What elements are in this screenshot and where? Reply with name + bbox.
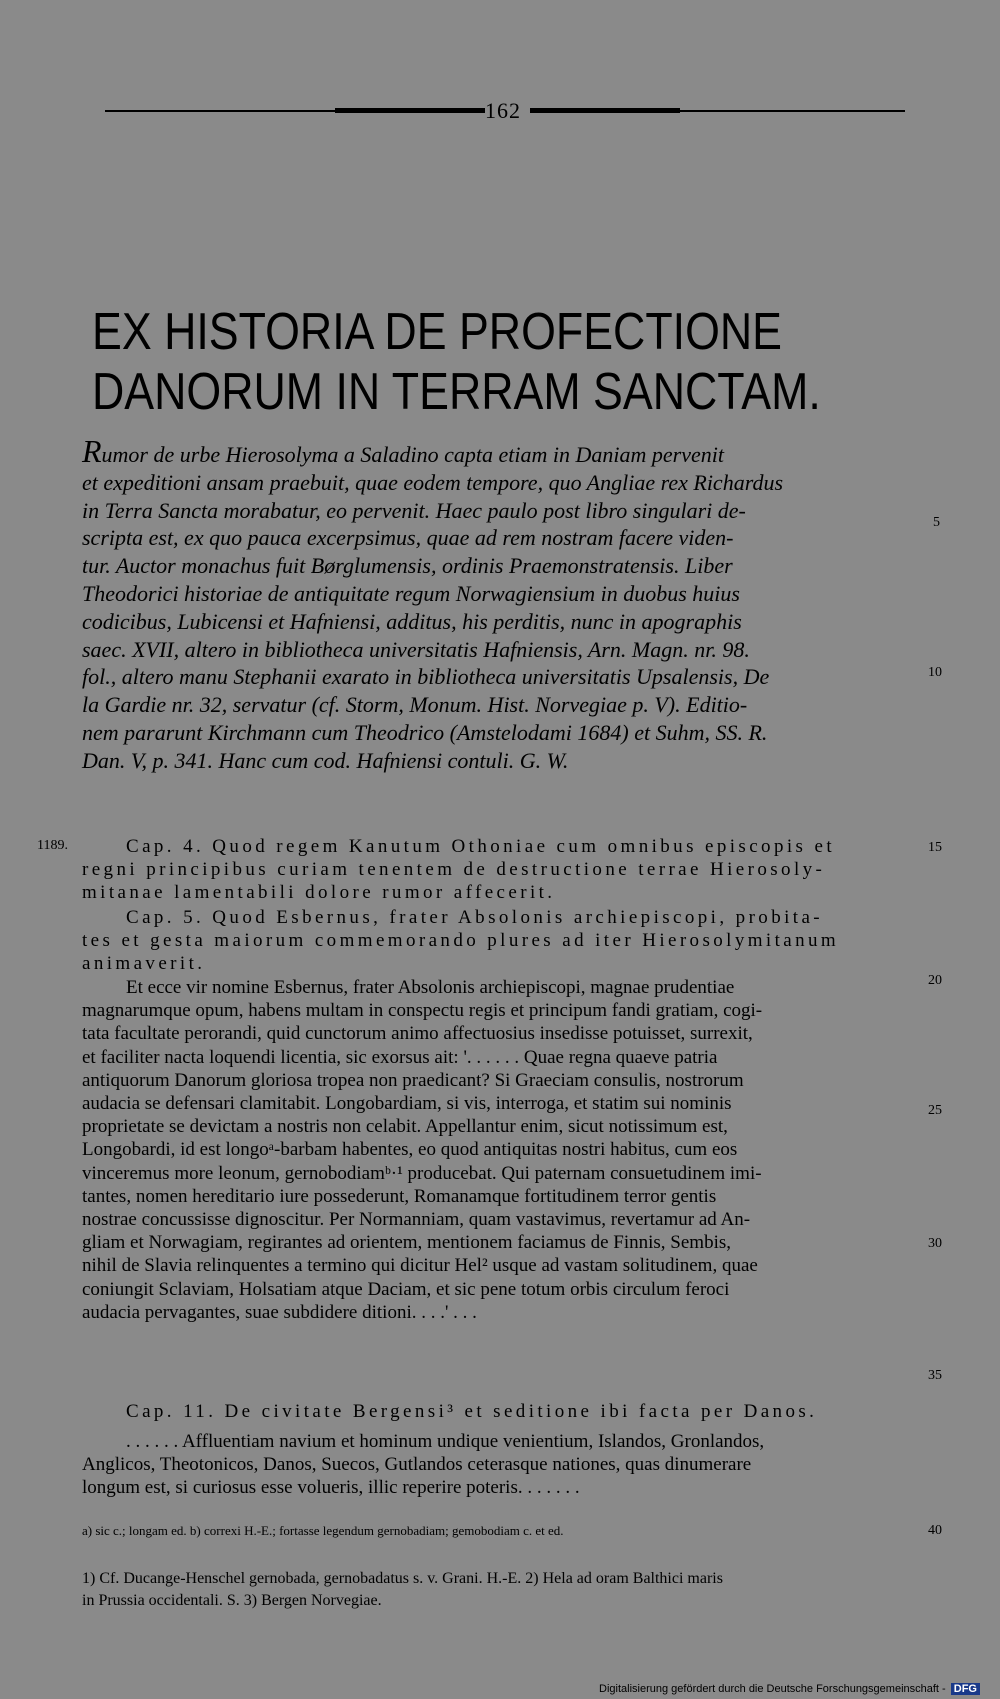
line-number-10: 10 (928, 665, 942, 680)
body-line: gliam et Norwagiam, regirantes ad orientem, mentionem faciamus de Finnis, Sembis, (82, 1232, 732, 1254)
chapter-11-body (82, 1430, 892, 1500)
chapter-11-heading (82, 1400, 892, 1423)
body-line: . . . . . . Affluentiam navium et hominum undique venientium, Islandos, Gronlandos, (126, 1431, 765, 1452)
body-line: longum est, si curiosus esse volueris, illic reperire poteris. . . . . . . (82, 1477, 580, 1499)
line-number-35: 35 (928, 1368, 942, 1383)
body-line: Et ecce vir nomine Esbernus, frater Absolonis archiepiscopi, magnae prudentiae (126, 977, 735, 998)
chapter-5-heading (82, 906, 892, 976)
intro-line: codicibus, Lubicensi et Hafniensi, additus, his perditis, nunc in apographis (82, 608, 742, 634)
intro-line: et expeditioni ansam praebuit, quae eodem tempore, quo Angliae rex Richardus (82, 469, 784, 495)
footnote-line: in Prussia occidentali. S. 3) Bergen Norvegiae. (82, 1592, 382, 1609)
margin-year: 1189. (37, 838, 68, 853)
body-line: audacia se defensari clamitabit. Longobardiam, si vis, interroga, et statim sui nominis (82, 1093, 732, 1115)
intro-line: Rumor de urbe Hierosolyma a Saladino capta etiam in Daniam pervenit (82, 433, 724, 469)
body-line: tantes, nomen hereditario iure possederunt, Romanamque fortitudinem terror gentis (82, 1185, 717, 1207)
digitization-credit (599, 1683, 980, 1695)
body-line: Longobardi, id est longoᵃ-barbam habentes, eo quod antiquitas nostri habitus, cum eos (82, 1139, 738, 1161)
page-title-line-1: EX HISTORIA DE PROFECTIONE (92, 303, 782, 361)
chapter-line: Cap. 5. Quod Esbernus, frater Absolonis archiepiscopi, probita- (126, 907, 824, 928)
apparatus-footnote: a) sic c.; longam ed. b) correxi H.-E.; fortasse legendum gernobadiam; gemobodiam c. et ed. (82, 1523, 564, 1538)
intro-paragraph (82, 433, 892, 775)
body-paragraph (82, 976, 892, 1324)
intro-line: nem pararunt Kirchmann cum Theodrico (Amstelodami 1684) et Suhm, SS. R. (82, 719, 768, 745)
body-line: antiquorum Danorum gloriosa tropea non praedicant? Si Graeciam consulis, nostrorum (82, 1069, 744, 1091)
body-line: et faciliter nacta loquendi licentia, sic exorsus ait: '. . . . . . Quae regna quaeve patria (82, 1046, 718, 1068)
body-line: coniungit Sclaviam, Holsatiam atque Daciam, et sic pene totum orbis circulum feroci (82, 1278, 730, 1300)
intro-line: la Gardie nr. 32, servatur (cf. Storm, Monum. Hist. Norvegiae p. V). Editio- (82, 692, 748, 718)
line-number-25: 25 (928, 1103, 942, 1118)
intro-line: saec. XVII, altero in bibliotheca universitatis Hafniensis, Arn. Magn. nr. 98. (82, 636, 750, 662)
header-rule-right-thick (530, 108, 680, 113)
intro-line: in Terra Sancta morabatur, eo pervenit. Haec paulo post libro singulari de- (82, 497, 746, 523)
body-line: nihil de Slavia relinquentes a termino qui dicitur Hel² usque ad vastam solitudinem, quae (82, 1255, 758, 1277)
header-rule-left-thick (335, 108, 485, 113)
line-number-40: 40 (928, 1523, 942, 1538)
body-line: magnarumque opum, habens multam in conspectu regis et principum fandi gratiam, cogi- (82, 1000, 763, 1022)
page-number: 162 (485, 98, 521, 123)
chapter-line: Cap. 4. Quod regem Kanutum Othoniae cum omnibus episcopis et (126, 836, 835, 857)
chapter-line: tes et gesta maiorum commemorando plures ad iter Hierosolymitanum (82, 930, 840, 952)
chapter-4-heading (82, 835, 892, 905)
line-number-20: 20 (928, 973, 942, 988)
body-line: audacia pervagantes, suae subdidere ditioni. . . .' . . . (82, 1301, 477, 1323)
line-number-15: 15 (928, 840, 942, 855)
intro-line: fol., altero manu Stephanii exarato in bibliotheca universitatis Upsalensis, De (82, 664, 770, 690)
intro-line: Theodorici historiae de antiquitate regum Norwagiensium in duobus huius (82, 580, 740, 606)
dfg-logo: DFG (951, 1683, 980, 1695)
footnotes (82, 1568, 723, 1612)
chapter-line: animaverit. (82, 953, 206, 975)
footnote-line: 1) Cf. Ducange-Henschel gernobada, gernobadatus s. v. Grani. H.-E. 2) Hela ad oram Balthici maris (82, 1570, 723, 1587)
chapter-line: mitanae lamentabili dolore rumor affecerit. (82, 882, 556, 904)
chapter-line: regni principibus curiam tenentem de destructione terrae Hierosoly- (82, 859, 826, 881)
body-line: tata facultate perorandi, quid cunctorum animo affectuosius insedisse potuisset, surrexit, (82, 1023, 753, 1045)
body-line: nostrae concussisse dignoscitur. Per Normanniam, quam vastavimus, revertamur ad An- (82, 1209, 751, 1231)
line-number-5: 5 (933, 515, 940, 530)
intro-line: Dan. V, p. 341. Hanc cum cod. Hafniensi contuli. G. W. (82, 747, 569, 773)
intro-line: tur. Auctor monachus fuit Børglumensis, ordinis Praemonstratensis. Liber (82, 553, 733, 579)
page-title-line-2: DANORUM IN TERRAM SANCTAM. (92, 363, 821, 421)
credit-text: Digitalisierung gefördert durch die Deutsche Forschungsgemeinschaft - (599, 1683, 946, 1695)
intro-line: scripta est, ex quo pauca excerpsimus, quae ad rem nostram facere viden- (82, 525, 734, 551)
body-line: proprietate se devictam a nostris non celabit. Appellantur enim, sicut notissimum est, (82, 1116, 728, 1138)
body-line: Anglicos, Theotonicos, Danos, Suecos, Gutlandos ceterasque nationes, quas dinumerare (82, 1454, 752, 1476)
chapter-line: Cap. 11. De civitate Bergensi³ et seditione ibi facta per Danos. (126, 1401, 818, 1422)
body-line: vinceremus more leonum, gernobodiamᵇ·¹ producebat. Qui paternam consuetudinem imi- (82, 1162, 762, 1184)
line-number-30: 30 (928, 1236, 942, 1251)
